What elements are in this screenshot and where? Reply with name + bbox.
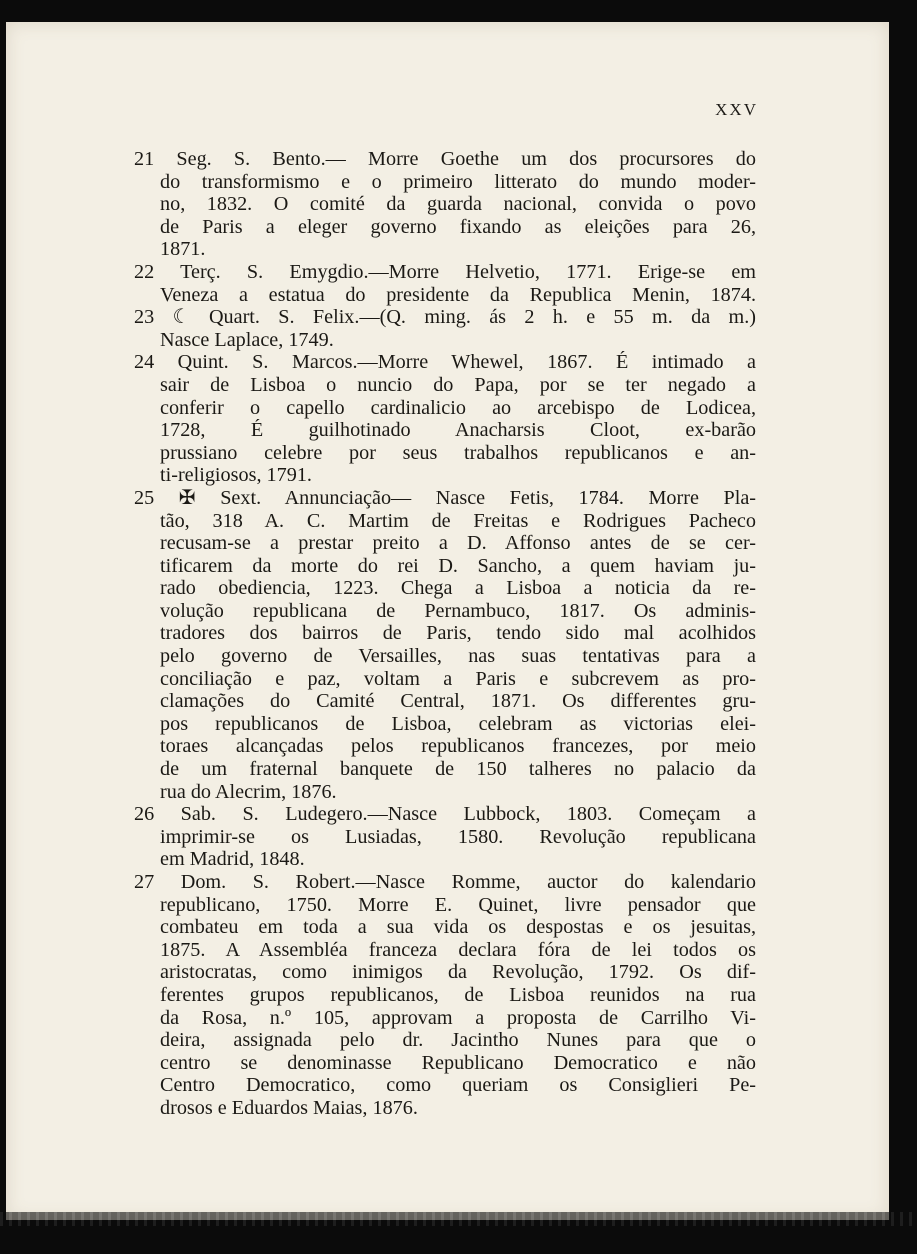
text-line: ferentes grupos republicanos, de Lisboa reunidos na rua — [160, 983, 756, 1006]
text-line: 24 Quint. S. Marcos.—Morre Whewel, 1867. É intimado a — [134, 351, 756, 374]
text-line: recusam-se a prestar preito a D. Affonso antes de se cer- — [160, 532, 756, 555]
text-line: sair de Lisboa o nuncio do Papa, por se ter negado a — [160, 373, 756, 396]
text-line: prussiano celebre por seus trabalhos republicanos e an- — [160, 441, 756, 464]
text-line: 1728, É guilhotinado Anacharsis Cloot, ex-barão — [160, 419, 756, 442]
text-line: Nasce Laplace, 1749. — [160, 328, 334, 351]
text-line: centro se denominasse Republicano Democratico e não — [160, 1051, 756, 1074]
text-line: deira, assignada pelo dr. Jacintho Nunes para que o — [160, 1029, 756, 1052]
text-line: 26 Sab. S. Ludegero.—Nasce Lubbock, 1803. Começam a — [134, 803, 756, 826]
text-line: no, 1832. O comité da guarda nacional, convida o povo — [160, 193, 756, 216]
text-line: rado obediencia, 1223. Chega a Lisboa a noticia da re- — [160, 577, 756, 600]
text-line: ti-religiosos, 1791. — [160, 464, 312, 487]
text-line: clamações do Camité Central, 1871. Os differentes gru- — [160, 690, 756, 713]
text-line: drosos e Eduardos Maias, 1876. — [160, 1096, 418, 1119]
text-line: 21 Seg. S. Bento.— Morre Goethe um dos procursores do — [134, 148, 756, 170]
text-line: rua do Alecrim, 1876. — [160, 780, 337, 803]
text-line: toraes alcançadas pelos republicanos francezes, por meio — [160, 735, 756, 758]
text-line: tão, 318 A. C. Martim de Freitas e Rodrigues Pacheco — [160, 509, 756, 532]
text-line: 27 Dom. S. Robert.—Nasce Romme, auctor do kalendario — [134, 871, 756, 893]
text-line: de um fraternal banquete de 150 talheres no palacio da — [160, 758, 756, 781]
text-line: 23 ☾ Quart. S. Felix.—(Q. ming. ás 2 h. e 55 m. da m.) — [134, 306, 756, 329]
text-line: imprimir-se os Lusiadas, 1580. Revolução republicana — [160, 825, 756, 848]
text-line: tificarem da morte do rei D. Sancho, a quem haviam ju- — [160, 554, 756, 577]
text-line: 22 Terç. S. Emygdio.—Morre Helvetio, 1771. Erige-se em — [134, 260, 756, 283]
text-line: combateu em toda a sua vida os despostas e os jesuitas, — [160, 916, 756, 939]
page-bottom-edge — [0, 1212, 917, 1226]
text-line: do transformismo e o primeiro litterato do mundo moder- — [160, 170, 756, 193]
text-line: da Rosa, n.º 105, approvam a proposta de Carrilho Vi- — [160, 1006, 756, 1029]
text-line: republicano, 1750. Morre E. Quinet, livre pensador que — [160, 893, 756, 916]
page-number: XXV — [715, 100, 758, 119]
text-line: Centro Democratico, como queriam os Consiglieri Pe- — [160, 1074, 756, 1097]
text-line: 1871. — [160, 238, 206, 261]
text-line: volução republicana de Pernambuco, 1817. Os adminis- — [160, 599, 756, 622]
text-line: pos republicanos de Lisboa, celebram as victorias elei- — [160, 712, 756, 735]
text-line: 1875. A Assembléa franceza declara fóra de lei todos os — [160, 938, 756, 961]
text-line: pelo governo de Versailles, nas suas tentativas para a — [160, 645, 756, 668]
text-line: conferir o capello cardinalicio ao arcebispo de Lodicea, — [160, 396, 756, 419]
text-line: de Paris a eleger governo fixando as eleições para 26, — [160, 215, 756, 238]
text-line: 25 ✠ Sext. Annunciação— Nasce Fetis, 1784. Morre Pla- — [134, 486, 756, 509]
text-line: Veneza a estatua do presidente da Republica Menin, 1874. — [160, 283, 756, 306]
page-text — [134, 148, 756, 1120]
text-line: tradores dos bairros de Paris, tendo sido mal acolhidos — [160, 622, 756, 645]
text-line: conciliação e paz, voltam a Paris e subcrevem as pro- — [160, 667, 756, 690]
text-line: em Madrid, 1848. — [160, 848, 305, 871]
text-line: aristocratas, como inimigos da Revolução, 1792. Os dif- — [160, 961, 756, 984]
